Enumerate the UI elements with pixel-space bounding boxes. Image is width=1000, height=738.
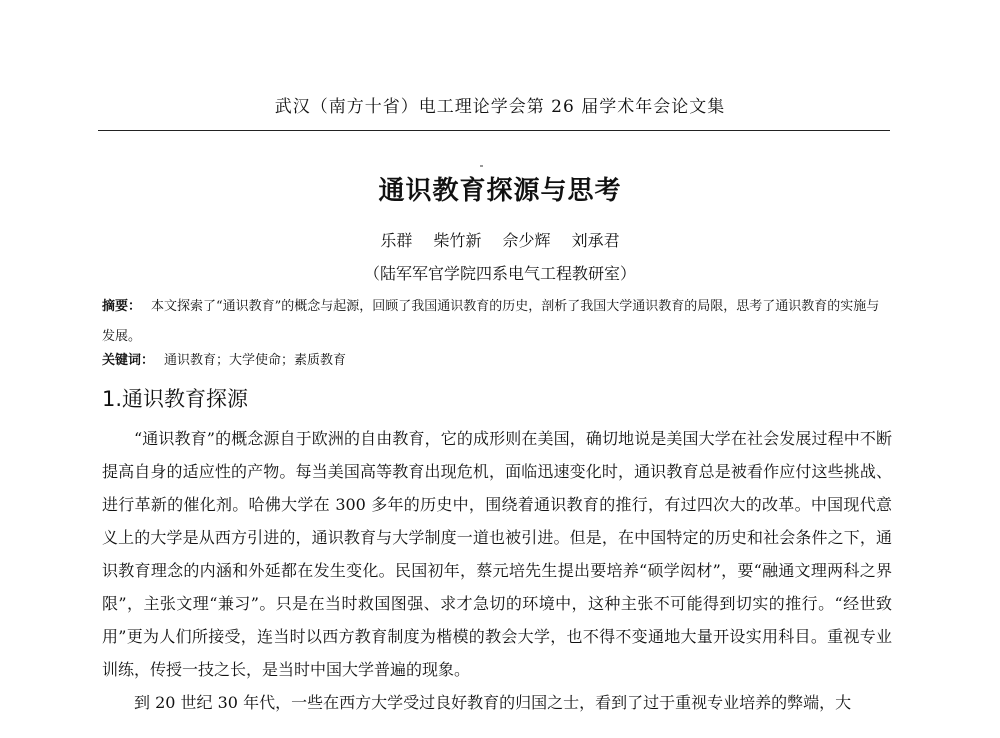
keywords-label: 关键词： [102, 353, 155, 368]
paper-title: 通识教育探源与思考 [378, 176, 622, 206]
body-paragraph: 到 20 世纪 30 年代，一些在西方大学受过良好教育的归国之士，看到了过于重视专业培养的弊端，大 [134, 693, 852, 712]
author-name: 乐群 [380, 231, 413, 250]
journal-header: 武汉（南方十省）电工理论学会第 26 届学术年会论文集 [274, 97, 726, 117]
section-heading: 1.通识教育探源 [102, 387, 249, 411]
header-divider [98, 130, 890, 131]
abstract-text: 本文探索了“通识教育”的概念与起源，回顾了我国通识教育的历史，剖析了我国大学通识教育的局限，思考了通识教育的实施与发展。 [102, 299, 880, 344]
body-paragraph: “通识教育”的概念源自于欧洲的自由教育，它的成形则在美国，确切地说是美国大学在社会发展过程中不断提高自身的适应性的产物。每当美国高等教育出现危机，面临迅速变化时，通识教育总是被看作应付这些挑战、进行革新的催化剂。哈佛大学在 300 多年的历史中，围绕着通识教育的推行，有过四次大的改革。中国现代意义上的大学是从西方引进的，通识教育与大学制度一道也被引进。但是，在中国特定的历史和社会条件之下，通识教育理念的内涵和外延都在发生变化。民国初年，蔡元培先生提出要培养“硕学闳材”，要“融通文理两科之界限”，主张文理“兼习”。只是在当时救国图强、求才急切的环境中，这种主张不可能得到切实的推行。“经世致用”更为人们所接受，连当时以西方教育制度为楷模的教会大学，也不得不变通地大量开设实用科目。重视专业训练，传授一技之长，是当时中国大学普遍的现象。 [102, 429, 892, 679]
author-name: 佘少辉 [502, 231, 551, 250]
affiliation: （陆军军官学院四系电气工程教研室） [363, 264, 636, 283]
section-body [102, 422, 892, 719]
abstract-label: 摘要： [102, 299, 142, 314]
abstract [102, 292, 892, 352]
author-name: 刘承君 [571, 231, 620, 250]
keywords [102, 350, 892, 372]
keywords-text: 通识教育；大学使命；素质教育 [164, 353, 347, 368]
author-list [0, 228, 1000, 251]
author-name: 柴竹新 [433, 231, 482, 250]
scan-speck [480, 165, 483, 167]
